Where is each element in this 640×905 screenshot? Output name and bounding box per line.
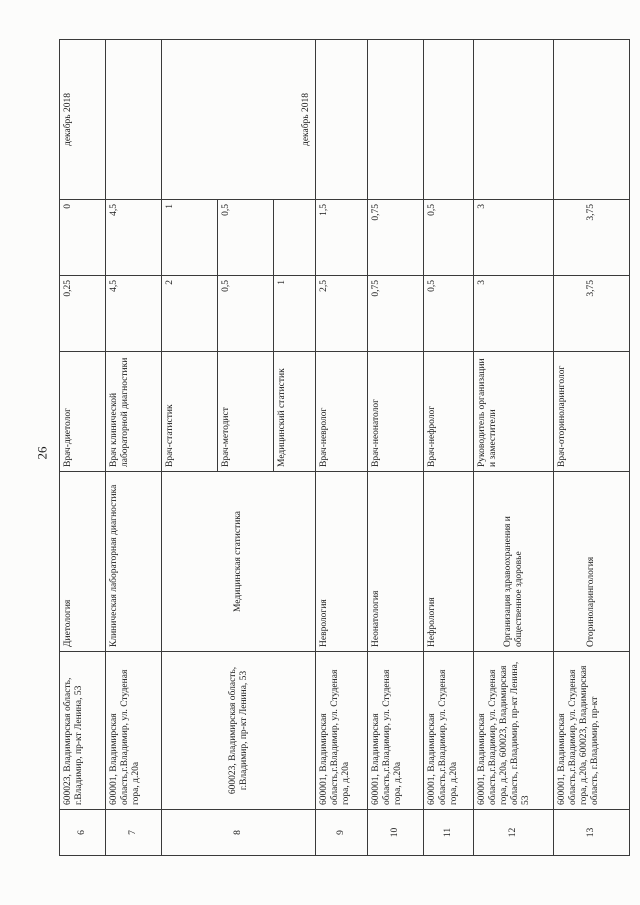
specialty-cell: Нефрология <box>424 472 474 652</box>
position-cell: Руководитель организации и заместители <box>474 352 554 472</box>
rate-cell: 4,5 <box>106 200 162 276</box>
address-cell: 600001, Владимирская область,г.Владимир, ул. Студеная гора, д.20а, 600023, Владимирская область, г.Владимир, пр-кт <box>554 652 630 810</box>
rate-cell: 2,5 <box>316 276 368 352</box>
position-cell: Медицинский статистик <box>274 352 316 472</box>
rate-cell: 0,5 <box>218 276 274 352</box>
specialty-cell: Диетология <box>60 472 106 652</box>
rate-cell <box>274 200 316 276</box>
page-number: 26 <box>34 446 50 460</box>
address-cell: 600001, Владимирская область,г.Владимир, ул. Студеная гора, д.20а <box>368 652 424 810</box>
table-row <box>474 40 554 856</box>
position-cell: Врач-неонатолог <box>368 352 424 472</box>
rate-cell: 0 <box>60 200 106 276</box>
specialty-cell: Медицинская статистика <box>162 472 316 652</box>
position-cell: Врач-оториноларинголог <box>554 352 630 472</box>
period-cell <box>106 40 162 200</box>
rate-cell: 0,75 <box>368 276 424 352</box>
rate-cell: 3,75 <box>554 200 630 276</box>
address-cell: 600023, Владимирская область, г.Владимир, пр-кт Ленина, 53 <box>162 652 316 810</box>
address-cell: 600023, Владимирская область, г.Владимир, пр-кт Ленина, 53 <box>60 652 106 810</box>
row-number: 11 <box>424 810 474 856</box>
address-cell: 600001, Владимирская область,г.Владимир, ул. Студеная гора, д.20а <box>424 652 474 810</box>
period-cell <box>424 40 474 200</box>
position-cell: Врач-методист <box>218 352 274 472</box>
period-cell: декабрь 2018 <box>60 40 106 200</box>
table-row <box>60 40 106 856</box>
specialty-cell: Клиническая лабораторная диагностика <box>106 472 162 652</box>
period-cell <box>474 40 554 200</box>
row-number: 12 <box>474 810 554 856</box>
rate-cell: 0,5 <box>218 200 274 276</box>
rate-cell: 1 <box>274 276 316 352</box>
rate-cell: 4,5 <box>106 276 162 352</box>
table-row <box>106 40 162 856</box>
rate-cell: 3 <box>474 276 554 352</box>
rate-cell: 2 <box>162 276 218 352</box>
table-row <box>554 40 630 856</box>
position-cell: Врач-статистик <box>162 352 218 472</box>
rotated-table-container <box>59 40 600 856</box>
row-number: 7 <box>106 810 162 856</box>
position-cell: Врач-невролог <box>316 352 368 472</box>
position-cell: Врач-нефролог <box>424 352 474 472</box>
period-cell <box>554 40 630 200</box>
period-cell <box>316 40 368 200</box>
table-row <box>368 40 424 856</box>
address-cell: 600001, Владимирская область,г.Владимир, ул. Студеная гора, д.20а <box>316 652 368 810</box>
table-row <box>162 40 218 856</box>
row-number: 9 <box>316 810 368 856</box>
row-number: 13 <box>554 810 630 856</box>
period-cell <box>368 40 424 200</box>
position-cell: Врач клинической лабораторной диагностики <box>106 352 162 472</box>
rate-cell: 1,5 <box>316 200 368 276</box>
specialty-cell: Организация здравоохранения и общественное здоровье <box>474 472 554 652</box>
rate-cell: 1 <box>162 200 218 276</box>
address-cell: 600001, Владимирская область,г.Владимир, ул. Студеная гора, д.20а <box>106 652 162 810</box>
specialty-cell: Неврология <box>316 472 368 652</box>
rate-cell: 0,25 <box>60 276 106 352</box>
rate-cell: 0,75 <box>368 200 424 276</box>
specialty-cell: Оториноларингология <box>554 472 630 652</box>
position-cell: Врач-диетолог <box>60 352 106 472</box>
row-number: 6 <box>60 810 106 856</box>
rate-cell: 0,5 <box>424 200 474 276</box>
row-number: 8 <box>162 810 316 856</box>
period-text: декабрь 2018 <box>301 92 312 147</box>
row-number: 10 <box>368 810 424 856</box>
specialty-cell: Неонатология <box>368 472 424 652</box>
period-cell <box>162 40 316 200</box>
staffing-table <box>59 39 630 856</box>
address-cell: 600001, Владимирская область,г.Владимир, ул. Студеная гора, д.20а, 600023, Владимирская область, г.Владимир, пр-кт Ленина, 53 <box>474 652 554 810</box>
rate-cell: 0,5 <box>424 276 474 352</box>
rate-cell: 3 <box>474 200 554 276</box>
table-row <box>424 40 474 856</box>
table-row <box>316 40 368 856</box>
rate-cell: 3,75 <box>554 276 630 352</box>
